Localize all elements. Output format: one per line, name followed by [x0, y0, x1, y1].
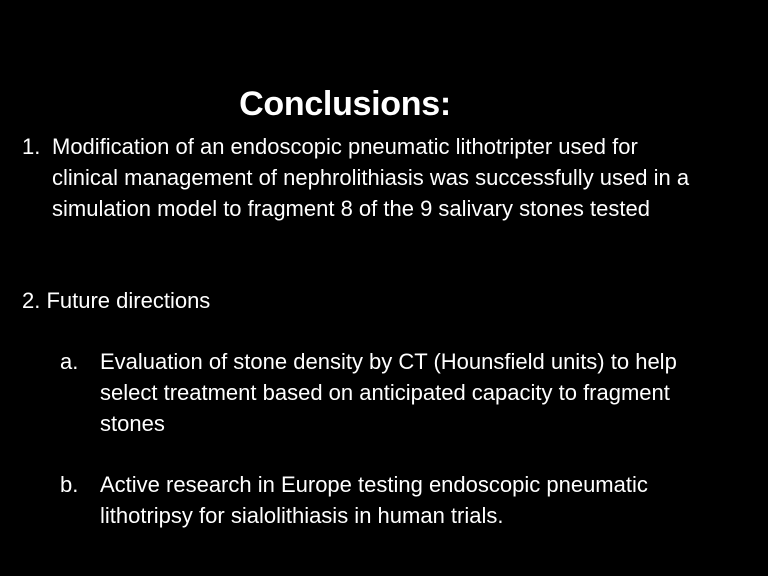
item-number: 1. — [22, 134, 41, 159]
slide-title: Conclusions: — [239, 85, 451, 123]
conclusion-item-2: 2. Future directions — [22, 288, 211, 313]
subitem-text: Evaluation of stone density by CT (Hounsfield units) to help select treatment based on anticipated capacity to fragment stones — [100, 349, 677, 436]
subitem-letter: b. — [60, 472, 79, 497]
subitem-text: Active research in Europe testing endoscopic pneumatic lithotripsy for sialolithiasis in human trials. — [100, 472, 648, 528]
subitem-letter: a. — [60, 349, 79, 374]
item-text: Modification of an endoscopic pneumatic lithotripter used for clinical management of nephrolithiasis was successfully used in a simulation model to fragment 8 of the 9 salivary stones tested — [52, 134, 690, 221]
